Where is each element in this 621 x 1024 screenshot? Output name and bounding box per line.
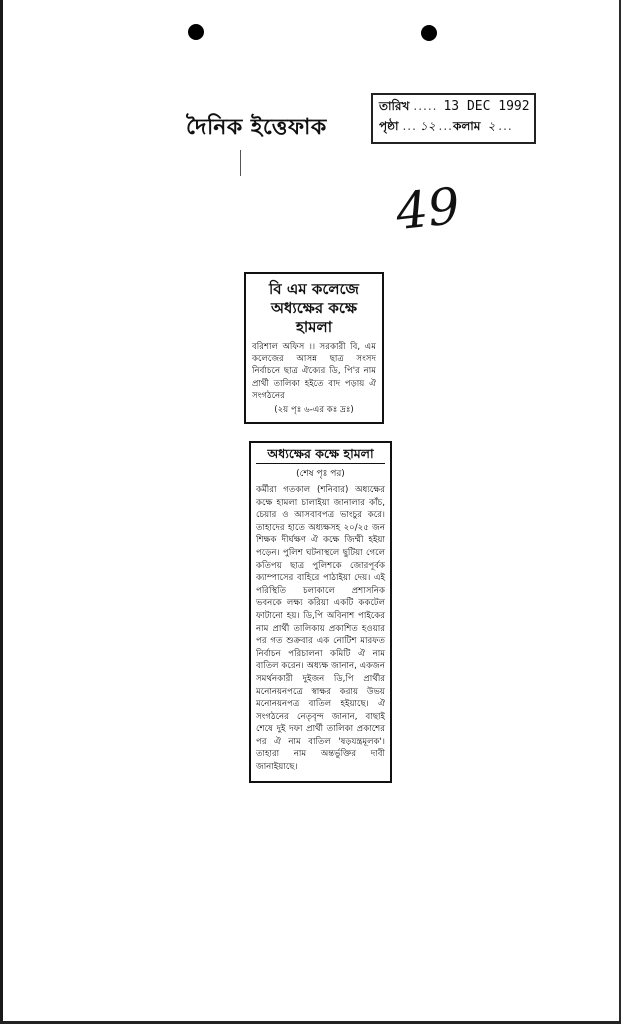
news-clipping-1: [244, 272, 384, 424]
stamp-column-label: কলাম: [452, 119, 481, 133]
clipping-2-headline: অধ্যক্ষের কক্ষে হামলা: [256, 446, 385, 464]
clipping-1-body: বরিশাল অফিস ।। সরকারী বি, এম কলেজের আসন্ন ছাত্র সংসদ নির্বাচনে ছাত্র ঐক্যের ডি, পি'র নাম প্রার্থী তালিকা হইতে বাদ পড়ায় ঐ সংগঠনের: [252, 342, 376, 401]
page-left-edge: [0, 0, 3, 1024]
news-clipping-2: [249, 441, 392, 783]
clipping-1-continuation: (২য় পৃঃ ৬-এর কঃ দ্রঃ): [274, 405, 354, 416]
stamp-page-value: ১২: [419, 119, 436, 133]
clipping-1-headline: বি এম কলেজে অধ্যক্ষের কক্ষে হামলা: [269, 280, 359, 336]
punch-hole-right: [421, 25, 437, 41]
pencil-mark: [240, 150, 241, 176]
stamp-date-value: 13 DEC 1992: [443, 99, 530, 114]
date-stamp: তারিখ ..... 13 DEC 1992 পৃষ্ঠা ... ১২ ... কলাম ২ ...: [371, 93, 536, 144]
stamp-page-label: পৃষ্ঠা: [379, 119, 399, 133]
clipping-2-subheadline: (শেষ পৃঃ পর): [296, 469, 345, 479]
newspaper-name: দৈনিক ইত্তেফাক: [186, 115, 327, 140]
handwritten-page-number: 49: [393, 176, 463, 242]
punch-hole-left: [188, 24, 204, 40]
stamp-column-value: ২: [487, 119, 496, 133]
stamp-date-label: তারিখ: [379, 99, 410, 113]
clipping-2-body: কর্মীরা গতকাল (শনিবার) অধ্যক্ষের কক্ষে হামলা চালাইয়া জানালার কাঁচ, চেয়ার ও আসবাবপত্র ভাংচুর করে। তাহাদের হাতে অধ্যক্ষসহ ২০/২৫ জন শিক্ষক দীর্ঘক্ষণ ঐ কক্ষে জিম্মী হইয়া পড়েন। পুলিশ ঘটনাস্থলে ছুটিয়া গেলে কতিপয় ছাত্র পুলিশকে জোরপূর্বক ক্যাম্পাসের বাহিরে পাঠাইয়া দেয়। এই পরিস্থিতি চলাকালে প্রশাসনিক ভবনকে লক্ষ্য করিয়া একটি ককটেল ফাটানো হয়। ডি,পি অবিনাশ পাইকের নাম প্রার্থী তালিকায় প্রকাশিত হওয়ার পর গত শুক্রবার এক নোটিশ মারফত নির্বাচন পরিচালনা কমিটি ঐ নাম বাতিল করেন। অধ্যক্ষ জানান, একজন সমর্থনকারী দুইজন ডি,পি প্রার্থীর মনোনয়নপত্রে স্বাক্ষর করায় উভয় মনোনয়নপত্র বাতিল হইয়াছে। ঐ সংগঠনের নেতৃবৃন্দ জানান, বাছাই শেষে দুই দফা প্রার্থী তালিকা প্রকাশের পর ঐ নাম বাতিল 'ষড়যন্ত্রমূলক'। তাহারা নাম অন্তর্ভুক্তির দাবী জানাইয়াছে।: [256, 485, 385, 773]
